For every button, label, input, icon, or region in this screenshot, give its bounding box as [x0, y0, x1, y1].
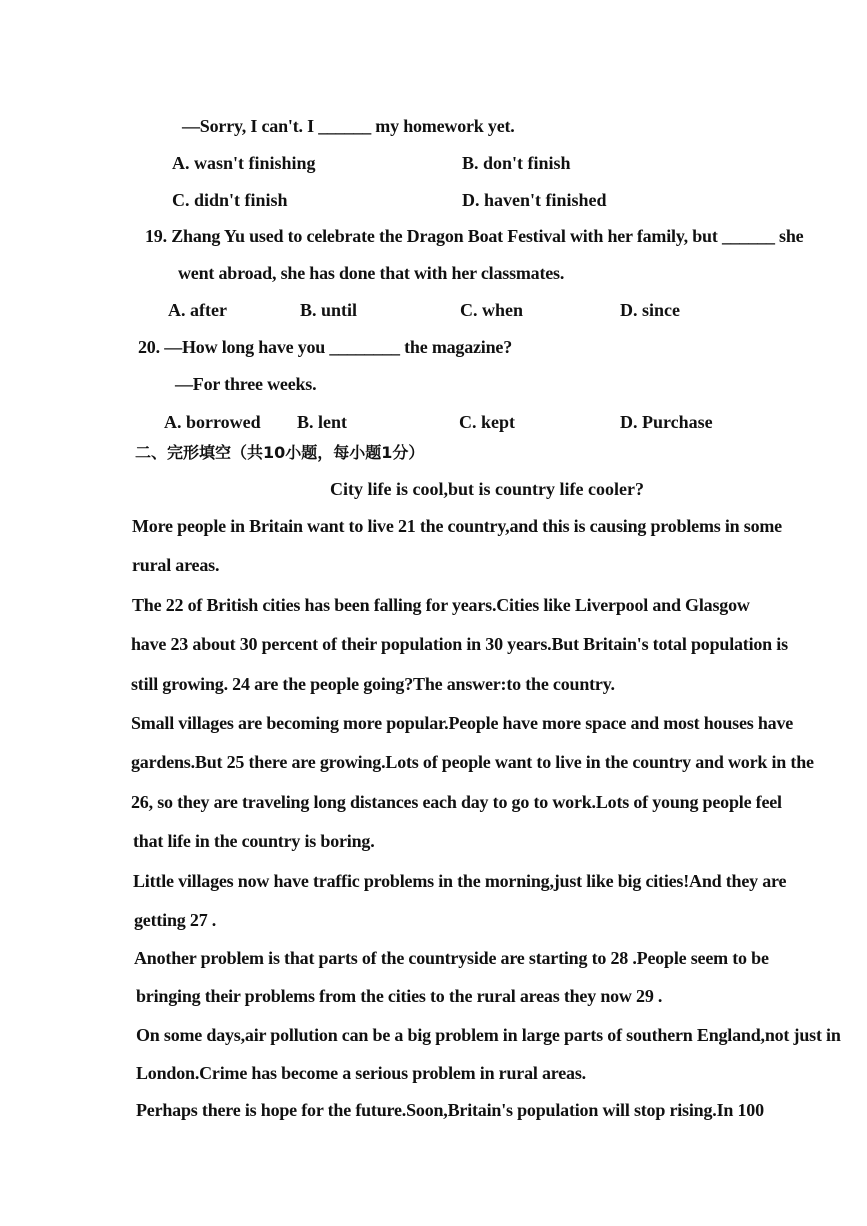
q19-option-a: A. after: [168, 300, 227, 320]
passage-line: have 23 about 30 percent of their population in 30 years.But Britain's total population is: [131, 634, 788, 654]
passage-line: Perhaps there is hope for the future.Soon,Britain's population will stop rising.In 100: [136, 1100, 764, 1120]
passage-line: Small villages are becoming more popular.People have more space and most houses have: [131, 713, 794, 733]
q18-option-d: D. haven't finished: [462, 190, 607, 210]
section-header: 二、完形填空（共10小题，每小题1分）: [135, 443, 425, 462]
q20-option-c: C. kept: [459, 412, 516, 432]
q20-option-b: B. lent: [297, 412, 348, 432]
passage-line: On some days,air pollution can be a big problem in large parts of southern England,not just in: [136, 1025, 841, 1045]
q20-option-a: A. borrowed: [164, 412, 261, 432]
passage-line: still growing. 24 are the people going?The answer:to the country.: [131, 674, 615, 694]
passage-line: Little villages now have traffic problems in the morning,just like big cities!And they are: [133, 871, 787, 891]
q18-option-c: C. didn't finish: [172, 190, 288, 210]
passage-line: gardens.But 25 there are growing.Lots of people want to live in the country and work in the: [131, 752, 814, 772]
q20-line-2: —For three weeks.: [175, 374, 317, 394]
q18-option-a: A. wasn't finishing: [172, 153, 316, 173]
passage-title: City life is cool,but is country life cooler?: [330, 479, 644, 499]
passage-line: 26, so they are traveling long distances each day to go to work.Lots of young people feel: [131, 792, 782, 812]
passage-line: London.Crime has become a serious problem in rural areas.: [136, 1063, 586, 1083]
q20-option-d: D. Purchase: [620, 412, 713, 432]
passage-line: bringing their problems from the cities to the rural areas they now 29 .: [136, 986, 663, 1006]
q18-option-b: B. don't finish: [462, 153, 571, 173]
passage-line: rural areas.: [132, 555, 220, 575]
q19-line-1: 19. Zhang Yu used to celebrate the Dragon Boat Festival with her family, but ______ she: [145, 226, 804, 246]
q19-option-d: D. since: [620, 300, 680, 320]
passage-line: More people in Britain want to live 21 the country,and this is causing problems in some: [132, 516, 782, 536]
passage-line: that life in the country is boring.: [133, 831, 375, 851]
q19-option-c: C. when: [460, 300, 524, 320]
q19-line-2: went abroad, she has done that with her classmates.: [178, 263, 565, 283]
passage-line: getting 27 .: [134, 910, 217, 930]
q18-answer-line: —Sorry, I can't. I ______ my homework yet.: [182, 116, 515, 136]
passage-line: Another problem is that parts of the countryside are starting to 28 .People seem to be: [134, 948, 769, 968]
q20-line-1: 20. —How long have you ________ the magazine?: [138, 337, 513, 357]
q19-option-b: B. until: [300, 300, 358, 320]
passage-line: The 22 of British cities has been falling for years.Cities like Liverpool and Glasgow: [132, 595, 750, 615]
